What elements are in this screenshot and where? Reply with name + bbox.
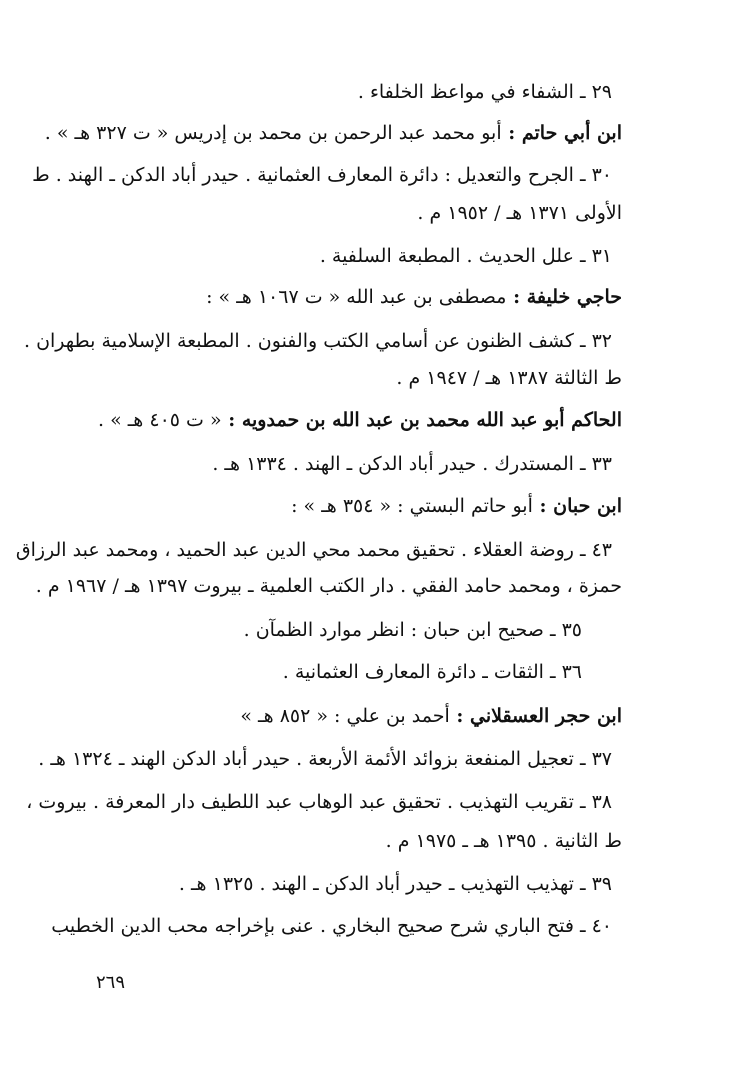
author-name: ابن أبي حاتم :	[508, 122, 622, 144]
bib-entry-31: ٣١ ـ علل الحديث . المطبعة السلفية .	[319, 245, 612, 267]
page-number: ٢٦٩	[96, 972, 126, 993]
bib-entry-34-continuation: حمزة ، ومحمد حامد الفقي . دار الكتب العلمية ـ بيروت ١٣٩٧ هـ / ١٩٦٧ م .	[35, 575, 622, 597]
bib-entry-38-continuation: ط الثانية . ١٣٩٥ هـ ـ ١٩٧٥ م .	[385, 830, 622, 852]
author-details: « ت ٤٠٥ هـ » .	[97, 409, 222, 431]
bib-entry-37: ٣٧ ـ تعجيل المنفعة بزوائد الأئمة الأربعة . حيدر أباد الدكن الهند ـ ١٣٢٤ هـ .	[38, 748, 612, 770]
bib-entry-30-continuation: الأولى ١٣٧١ هـ / ١٩٥٢ م .	[417, 202, 622, 224]
bib-entry-29: ٢٩ ـ الشفاء في مواعظ الخلفاء .	[357, 81, 612, 103]
author-heading-ibn-hibban	[291, 494, 622, 518]
author-name: الحاكم أبو عبد الله محمد بن عبد الله بن حمدويه :	[228, 409, 622, 431]
author-heading-al-hakim	[98, 408, 622, 432]
bib-entry-39: ٣٩ ـ تهذيب التهذيب ـ حيدر أباد الدكن ـ الهند . ١٣٢٥ هـ .	[178, 873, 612, 895]
author-heading-ibn-abi-hatim	[45, 121, 622, 145]
bib-entry-36: ٣٦ ـ الثقات ـ دائرة المعارف العثمانية .	[282, 661, 582, 683]
bib-entry-40: ٤٠ ـ فتح الباري شرح صحيح البخاري . عنى بإخراجه محب الدين الخطيب	[51, 915, 612, 937]
author-heading-haji-khalifa	[206, 285, 622, 309]
author-name: ابن حبان :	[539, 495, 622, 517]
author-name: ابن حجر العسقلاني :	[456, 705, 622, 727]
bib-entry-32: ٣٢ ـ كشف الظنون عن أسامي الكتب والفنون . المطبعة الإسلامية بطهران .	[23, 330, 612, 352]
bib-entry-33: ٣٣ ـ المستدرك . حيدر أباد الدكن ـ الهند . ١٣٣٤ هـ .	[212, 453, 612, 475]
author-details: أحمد بن علي : « ٨٥٢ هـ »	[240, 705, 450, 727]
bib-entry-30: ٣٠ ـ الجرح والتعديل : دائرة المعارف العثمانية . حيدر أباد الدكن ـ الهند . ط	[32, 164, 612, 186]
author-details: أبو محمد عبد الرحمن بن محمد بن إدريس « ت ٣٢٧ هـ » .	[44, 122, 502, 144]
bib-entry-34: ٤٣ ـ روضة العقلاء . تحقيق محمد محي الدين عبد الحميد ، ومحمد عبد الرزاق	[15, 539, 612, 561]
author-details: أبو حاتم البستي : « ٣٥٤ هـ » :	[291, 495, 533, 517]
author-details: مصطفى بن عبد الله « ت ١٠٦٧ هـ » :	[206, 286, 507, 308]
author-heading-ibn-hajar	[240, 704, 622, 728]
author-name: حاجي خليفة :	[513, 286, 622, 308]
bib-entry-35: ٣٥ ـ صحيح ابن حبان : انظر موارد الظمآن .	[243, 619, 582, 641]
bib-entry-38: ٣٨ ـ تقريب التهذيب . تحقيق عبد الوهاب عبد اللطيف دار المعرفة . بيروت ،	[26, 791, 612, 813]
bib-entry-32-continuation: ط الثالثة ١٣٨٧ هـ / ١٩٤٧ م .	[396, 367, 622, 389]
